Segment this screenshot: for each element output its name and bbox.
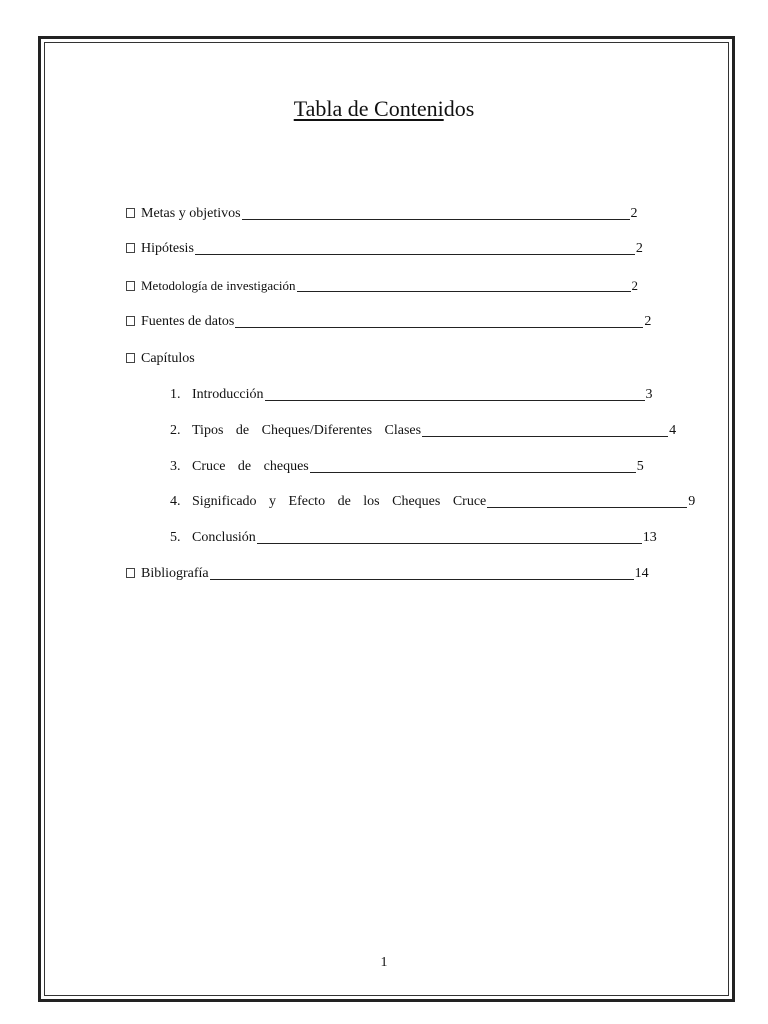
checkbox-bullet-icon [126, 353, 135, 363]
toc-item-page: 4 [669, 423, 677, 438]
toc-title-underlined: Tabla de Conteni [293, 96, 444, 121]
toc-item-label: Introducción [192, 387, 264, 402]
toc-item-page: 2 [631, 278, 639, 293]
toc-chapter-number: 3. [170, 459, 181, 474]
toc-item-label: Cruce de cheques [192, 459, 309, 474]
toc-item-label: Capítulos [141, 351, 195, 366]
toc-item-label: Metas y objetivos [141, 206, 241, 221]
checkbox-bullet-icon [126, 243, 135, 253]
toc-item-page: 3 [645, 387, 653, 402]
checkbox-bullet-icon [126, 281, 135, 291]
toc-item-page: 14 [634, 566, 649, 581]
toc-chapter-1[interactable] [170, 386, 653, 404]
toc-leader-line [195, 253, 635, 255]
toc-chapter-number: 2. [170, 423, 181, 438]
toc-chapter-2[interactable] [170, 422, 676, 440]
toc-item-page: 9 [688, 494, 696, 509]
toc-item-label: Metodología de investigación [141, 278, 296, 293]
toc-item-label: Hipótesis [141, 241, 194, 256]
toc-leader-line [265, 399, 645, 401]
toc-leader-line [487, 506, 687, 508]
toc-item-label: Bibliografía [141, 566, 209, 581]
toc-chapter-3[interactable] [170, 458, 644, 476]
toc-item-page: 2 [630, 206, 638, 221]
toc-chapter-4[interactable] [170, 493, 695, 511]
toc-leader-line [235, 326, 643, 328]
toc-item-page: 2 [635, 241, 643, 256]
toc-item-page: 2 [644, 314, 652, 329]
toc-item-fuentes[interactable] [126, 313, 651, 331]
toc-item-page: 13 [642, 530, 657, 545]
toc-item-capitulos[interactable] [126, 350, 195, 368]
toc-item-bibliografia[interactable] [126, 565, 649, 583]
toc-leader-line [310, 471, 636, 473]
checkbox-bullet-icon [126, 316, 135, 326]
toc-chapter-number: 4. [170, 494, 181, 509]
toc-item-label: Conclusión [192, 530, 256, 545]
toc-item-metodologia[interactable] [126, 277, 638, 295]
toc-leader-line [210, 578, 634, 580]
toc-leader-line [422, 435, 668, 437]
toc-chapter-number: 5. [170, 530, 181, 545]
toc-chapter-number: 1. [170, 387, 181, 402]
toc-item-page: 5 [636, 459, 644, 474]
page-number: 1 [380, 955, 388, 970]
checkbox-bullet-icon [126, 208, 135, 218]
toc-item-label: Fuentes de datos [141, 314, 235, 329]
toc-chapter-5[interactable] [170, 529, 657, 547]
toc-item-label: Tipos de Cheques/Diferentes Clases [192, 423, 422, 438]
toc-leader-line [297, 290, 631, 292]
toc-item-hipotesis[interactable] [126, 240, 643, 258]
toc-leader-line [242, 218, 630, 220]
toc-leader-line [257, 542, 642, 544]
toc-item-label: Significado y Efecto de los Cheques Cruce [192, 494, 487, 509]
toc-item-metas[interactable] [126, 205, 638, 223]
checkbox-bullet-icon [126, 568, 135, 578]
toc-title-rest: dos [443, 96, 475, 121]
